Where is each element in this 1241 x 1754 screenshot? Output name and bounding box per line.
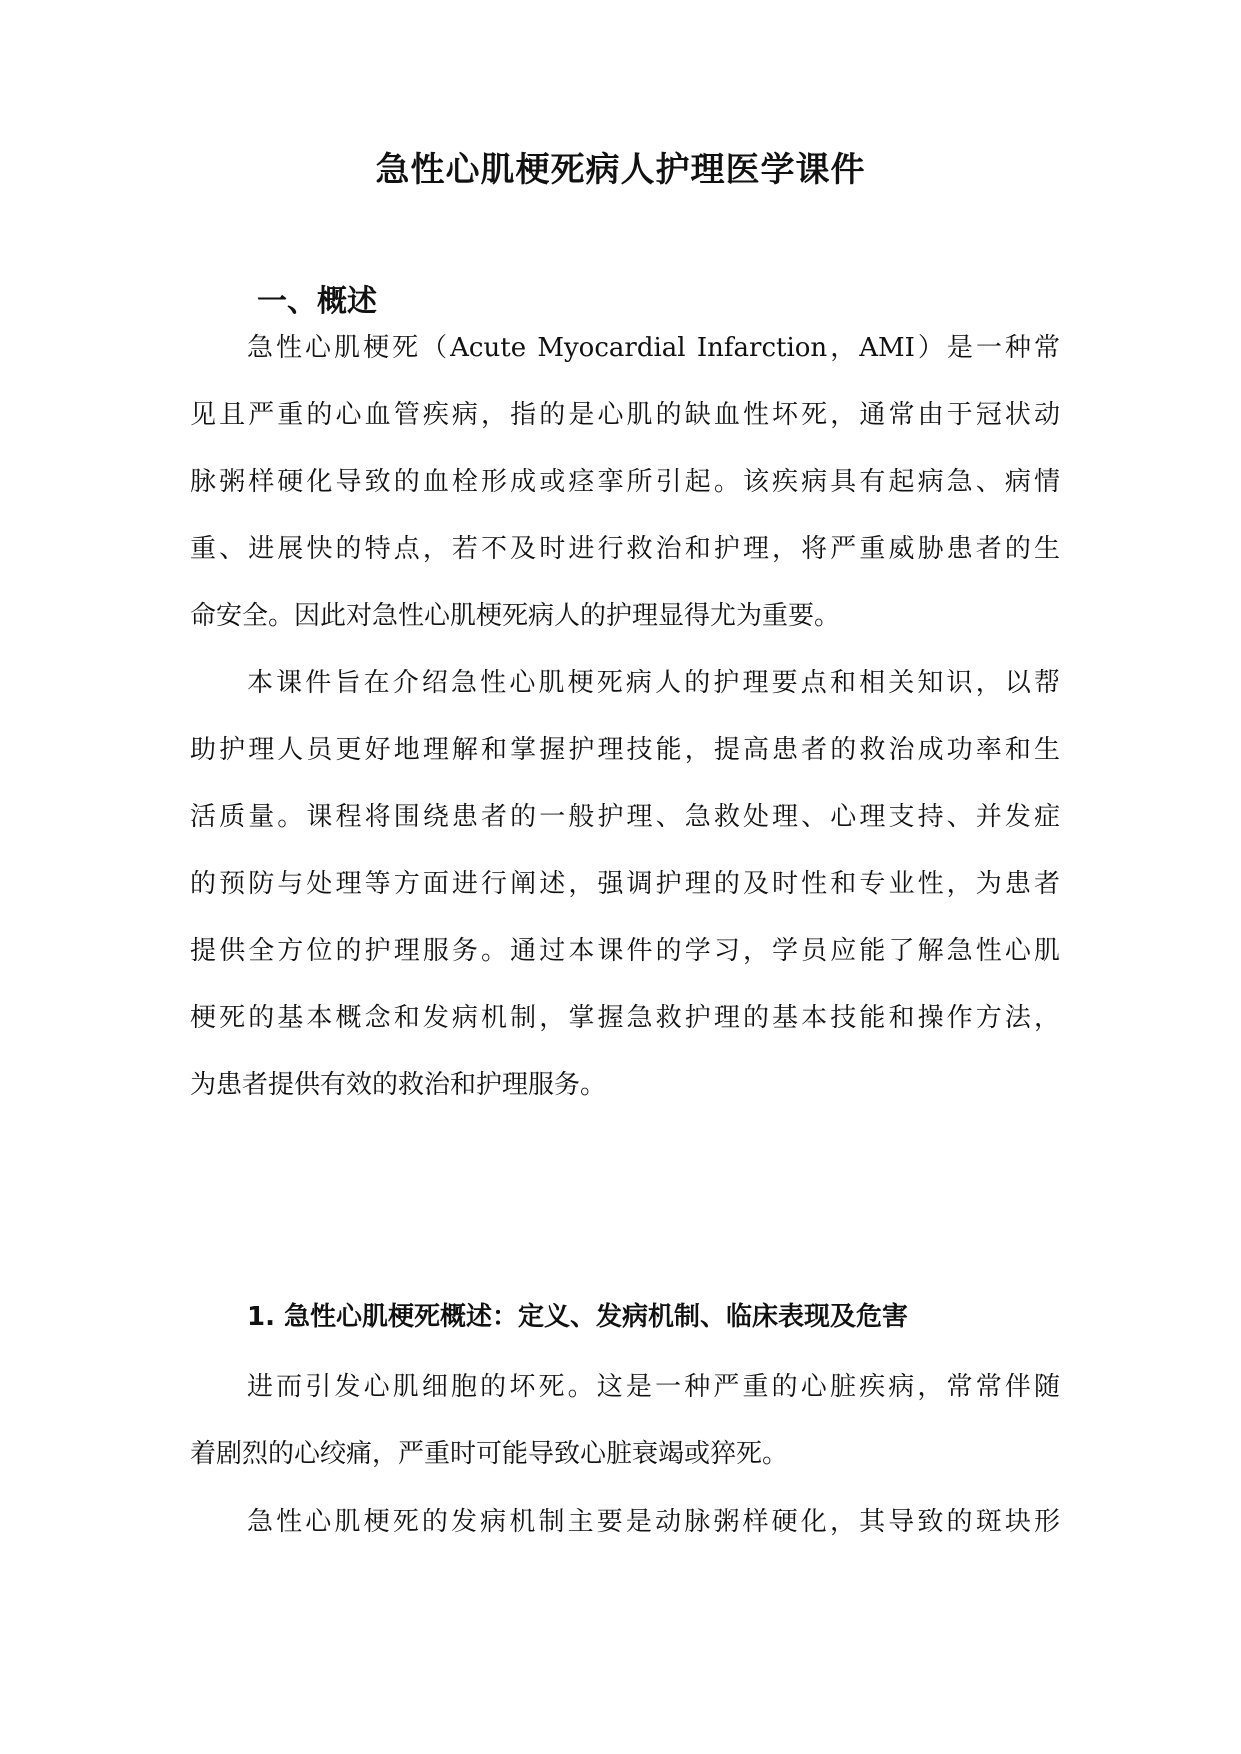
paragraph-line: 命安全。因此对急性心肌梗死病人的护理显得尤为重要。 (190, 601, 841, 631)
paragraph-line: 着剧烈的心绞痛，严重时可能导致心脏衰竭或猝死。 (190, 1439, 789, 1469)
paragraph-line: 急性心肌梗死（Acute Myocardial Infarction，AMI）是一种常 (247, 333, 1060, 363)
paragraph-line: 脉粥样硬化导致的血栓形成或痉挛所引起。该疾病具有起病急、病情 (190, 467, 1060, 497)
section-heading-overview: 一、概述 (257, 284, 377, 319)
paragraph-line: 急性心肌梗死的发病机制主要是动脉粥样硬化，其导致的斑块形 (247, 1507, 1060, 1537)
document-title: 急性心肌梗死病人护理医学课件 (375, 150, 866, 190)
paragraph-line: 活质量。课程将围绕患者的一般护理、急救处理、心理支持、并发症 (190, 802, 1060, 832)
paragraph-line: 梗死的基本概念和发病机制，掌握急救护理的基本技能和操作方法， (190, 1003, 1060, 1033)
paragraph-line: 提供全方位的护理服务。通过本课件的学习，学员应能了解急性心肌 (190, 936, 1060, 966)
paragraph-line: 本课件旨在介绍急性心肌梗死病人的护理要点和相关知识，以帮 (247, 668, 1060, 698)
paragraph-line: 进而引发心肌细胞的坏死。这是一种严重的心脏疾病，常常伴随 (247, 1372, 1060, 1402)
paragraph-line: 的预防与处理等方面进行阐述，强调护理的及时性和专业性，为患者 (190, 869, 1060, 899)
subsection-heading: 1. 急性心肌梗死概述：定义、发病机制、临床表现及危害 (247, 1302, 909, 1332)
paragraph-line: 见且严重的心血管疾病，指的是心肌的缺血性坏死，通常由于冠状动 (190, 400, 1060, 430)
paragraph-line: 为患者提供有效的救治和护理服务。 (190, 1070, 607, 1100)
paragraph-line: 助护理人员更好地理解和掌握护理技能，提高患者的救治成功率和生 (190, 735, 1060, 765)
paragraph-line: 重、进展快的特点，若不及时进行救治和护理，将严重威胁患者的生 (190, 534, 1060, 564)
